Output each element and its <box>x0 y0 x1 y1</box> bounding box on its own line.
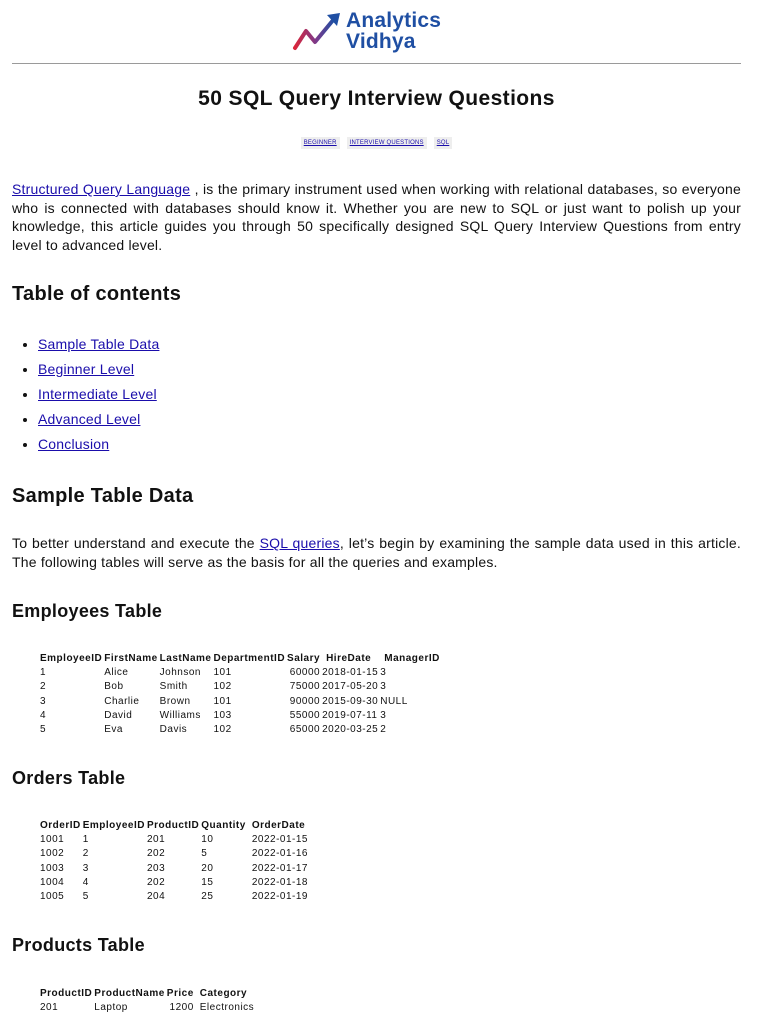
cell: Laptop <box>94 1002 128 1013</box>
sample-heading-wrap <box>12 485 741 508</box>
logo-line2: Vidhya <box>346 30 416 53</box>
cell: 2022-01-19 <box>251 891 308 903</box>
col-manager-id: ManagerID <box>384 653 440 664</box>
table-row <box>40 876 310 890</box>
cell: Bob <box>104 681 124 693</box>
col-order-id: OrderID <box>40 820 81 831</box>
cell: 1001 <box>40 834 65 845</box>
cell: 4 <box>40 709 47 721</box>
table-header-row <box>40 988 256 1001</box>
tag-beginner[interactable]: BEGINNER <box>301 137 340 149</box>
col-first-name: FirstName <box>104 653 158 664</box>
cell: 4 <box>82 876 89 888</box>
toc-link-intermediate-level[interactable]: Intermediate Level <box>38 386 157 402</box>
cell: 1002 <box>40 848 65 860</box>
cell: Electronics <box>199 1002 255 1013</box>
table-row <box>40 833 310 847</box>
cell: Smith <box>159 681 188 693</box>
toc-heading: Table of contents <box>12 283 182 305</box>
cell: 201 <box>40 1002 59 1013</box>
table-row <box>40 695 442 709</box>
sql-queries-link[interactable]: SQL queries <box>259 535 340 551</box>
cell: 1004 <box>40 876 65 888</box>
cell: 101 <box>213 667 232 678</box>
table-row <box>40 862 310 876</box>
col-hire-date: HireDate <box>326 653 372 664</box>
cell: 203 <box>146 862 166 874</box>
cell: 2022-01-17 <box>251 862 308 874</box>
toc-list <box>12 332 741 457</box>
cell: 2022-01-15 <box>251 834 308 845</box>
products-heading-wrap <box>12 935 741 956</box>
cell: David <box>104 709 133 721</box>
cell: 5 <box>40 724 47 736</box>
sample-paragraph <box>12 534 741 571</box>
cell: 15 <box>201 876 214 888</box>
col-department-id: DepartmentID <box>213 653 286 664</box>
cell: 103 <box>213 709 232 721</box>
table-header-row <box>40 820 310 833</box>
toc-list-wrap <box>12 332 741 457</box>
col-employee-id: EmployeeID <box>40 653 103 664</box>
orders-table-heading: Orders Table <box>12 768 126 788</box>
cell: 1005 <box>40 891 65 903</box>
table-row <box>40 666 442 680</box>
cell: 2019-07-11 <box>322 709 378 721</box>
sample-text-before: To better understand and execute the <box>12 535 260 551</box>
employees-table-heading: Employees Table <box>12 601 163 621</box>
logo-wordmark <box>346 10 441 52</box>
sample-table-data-heading: Sample Table Data <box>12 485 194 507</box>
cell: 2 <box>82 848 89 860</box>
cell: 2 <box>380 724 387 736</box>
table-row <box>40 1001 256 1015</box>
tag-list <box>0 137 753 149</box>
employees-table <box>40 653 442 737</box>
sample-text-after: , let’s begin by examining the sample data used in this article. The following tables will serve as the basis for all the queries and examples. <box>12 535 741 570</box>
cell: 2015-09-30 <box>322 695 379 707</box>
cell: 202 <box>146 848 166 860</box>
toc-link-sample-table-data[interactable]: Sample Table Data <box>38 336 160 352</box>
cell: 2018-01-15 <box>322 667 379 678</box>
logo-line1: Analytics <box>346 9 442 32</box>
products-table <box>40 988 256 1015</box>
analytics-vidhya-logo[interactable] <box>292 10 441 52</box>
col-last-name: LastName <box>159 653 212 664</box>
toc-item <box>38 407 741 432</box>
table-row <box>40 847 310 861</box>
col-product-name: ProductName <box>94 988 165 999</box>
cell: 202 <box>146 876 166 888</box>
cell: 3 <box>380 667 387 678</box>
orders-heading-wrap <box>12 768 741 789</box>
toc-item <box>38 432 741 457</box>
trend-arrow-icon <box>292 11 342 51</box>
tag-interview-questions[interactable]: INTERVIEW QUESTIONS <box>347 137 427 149</box>
toc-item <box>38 382 741 407</box>
cell: Johnson <box>159 667 201 678</box>
site-header <box>0 0 768 64</box>
sample-paragraph-wrap <box>12 534 741 571</box>
table-row <box>40 680 442 694</box>
cell: Charlie <box>104 695 140 707</box>
cell: 5 <box>201 848 208 860</box>
cell: Davis <box>159 724 188 736</box>
orders-table <box>40 820 310 904</box>
col-order-date: OrderDate <box>251 820 306 831</box>
toc-item <box>38 357 741 382</box>
toc-item <box>38 332 741 357</box>
cell: 2022-01-18 <box>251 876 308 888</box>
cell: 55000 <box>289 709 321 721</box>
cell: 2022-01-16 <box>251 848 308 860</box>
cell: 3 <box>82 862 89 874</box>
employees-heading-wrap <box>12 601 741 622</box>
col-price: Price <box>166 988 194 999</box>
cell: 1 <box>40 667 47 678</box>
cell: 1003 <box>40 862 65 874</box>
cell: 65000 <box>289 724 321 736</box>
table-header-row <box>40 653 442 666</box>
sql-wiki-link[interactable]: Structured Query Language <box>12 181 191 197</box>
header-divider <box>12 63 741 64</box>
col-product-id: ProductID <box>146 820 200 831</box>
products-table-heading: Products Table <box>12 935 145 955</box>
table-row <box>40 890 310 904</box>
cell: 102 <box>213 724 232 736</box>
cell: 2020-03-25 <box>322 724 379 736</box>
col-employee-id: EmployeeID <box>82 820 145 831</box>
table-row <box>40 723 442 737</box>
cell: Alice <box>104 667 129 678</box>
cell: 75000 <box>289 681 321 693</box>
cell: 102 <box>213 681 232 693</box>
cell: 10 <box>201 834 214 845</box>
cell: 204 <box>146 891 166 903</box>
cell: 2 <box>40 681 47 693</box>
intro-section <box>12 180 741 254</box>
toc-link-conclusion[interactable]: Conclusion <box>38 436 110 452</box>
cell: 201 <box>146 834 166 845</box>
col-quantity: Quantity <box>201 820 246 831</box>
cell: 1 <box>82 834 89 845</box>
cell: 90000 <box>289 695 321 707</box>
cell: 1200 <box>169 1002 194 1013</box>
toc-link-beginner-level[interactable]: Beginner Level <box>38 361 135 377</box>
cell: 3 <box>380 709 387 721</box>
cell: 60000 <box>289 667 321 678</box>
col-salary: Salary <box>287 653 321 664</box>
col-category: Category <box>199 988 248 999</box>
toc-link-advanced-level[interactable]: Advanced Level <box>38 411 141 427</box>
cell: 20 <box>201 862 214 874</box>
cell: Williams <box>159 709 201 721</box>
cell: 25 <box>201 891 214 903</box>
table-row <box>40 709 442 723</box>
col-product-id: ProductID <box>40 988 93 999</box>
cell: Eva <box>104 724 123 736</box>
cell: 3 <box>40 695 47 707</box>
intro-paragraph <box>12 180 741 254</box>
cell: 5 <box>82 891 89 903</box>
page-title: 50 SQL Query Interview Questions <box>198 87 555 110</box>
tag-sql[interactable]: SQL <box>434 137 453 149</box>
cell: NULL <box>380 695 408 707</box>
toc-section <box>12 283 741 306</box>
intro-text: , is the primary instrument used when working with relational databases, so everyone who is connected with databases should know it. Whether you are new to SQL or just want to polish up your knowledge, this article guides you through 50 specifically designed SQL Query Interview Questions from entry level to advanced level. <box>12 181 741 253</box>
cell: 2017-05-20 <box>322 681 379 693</box>
cell: 3 <box>380 681 387 693</box>
cell: Brown <box>159 695 191 707</box>
cell: 101 <box>213 695 232 707</box>
